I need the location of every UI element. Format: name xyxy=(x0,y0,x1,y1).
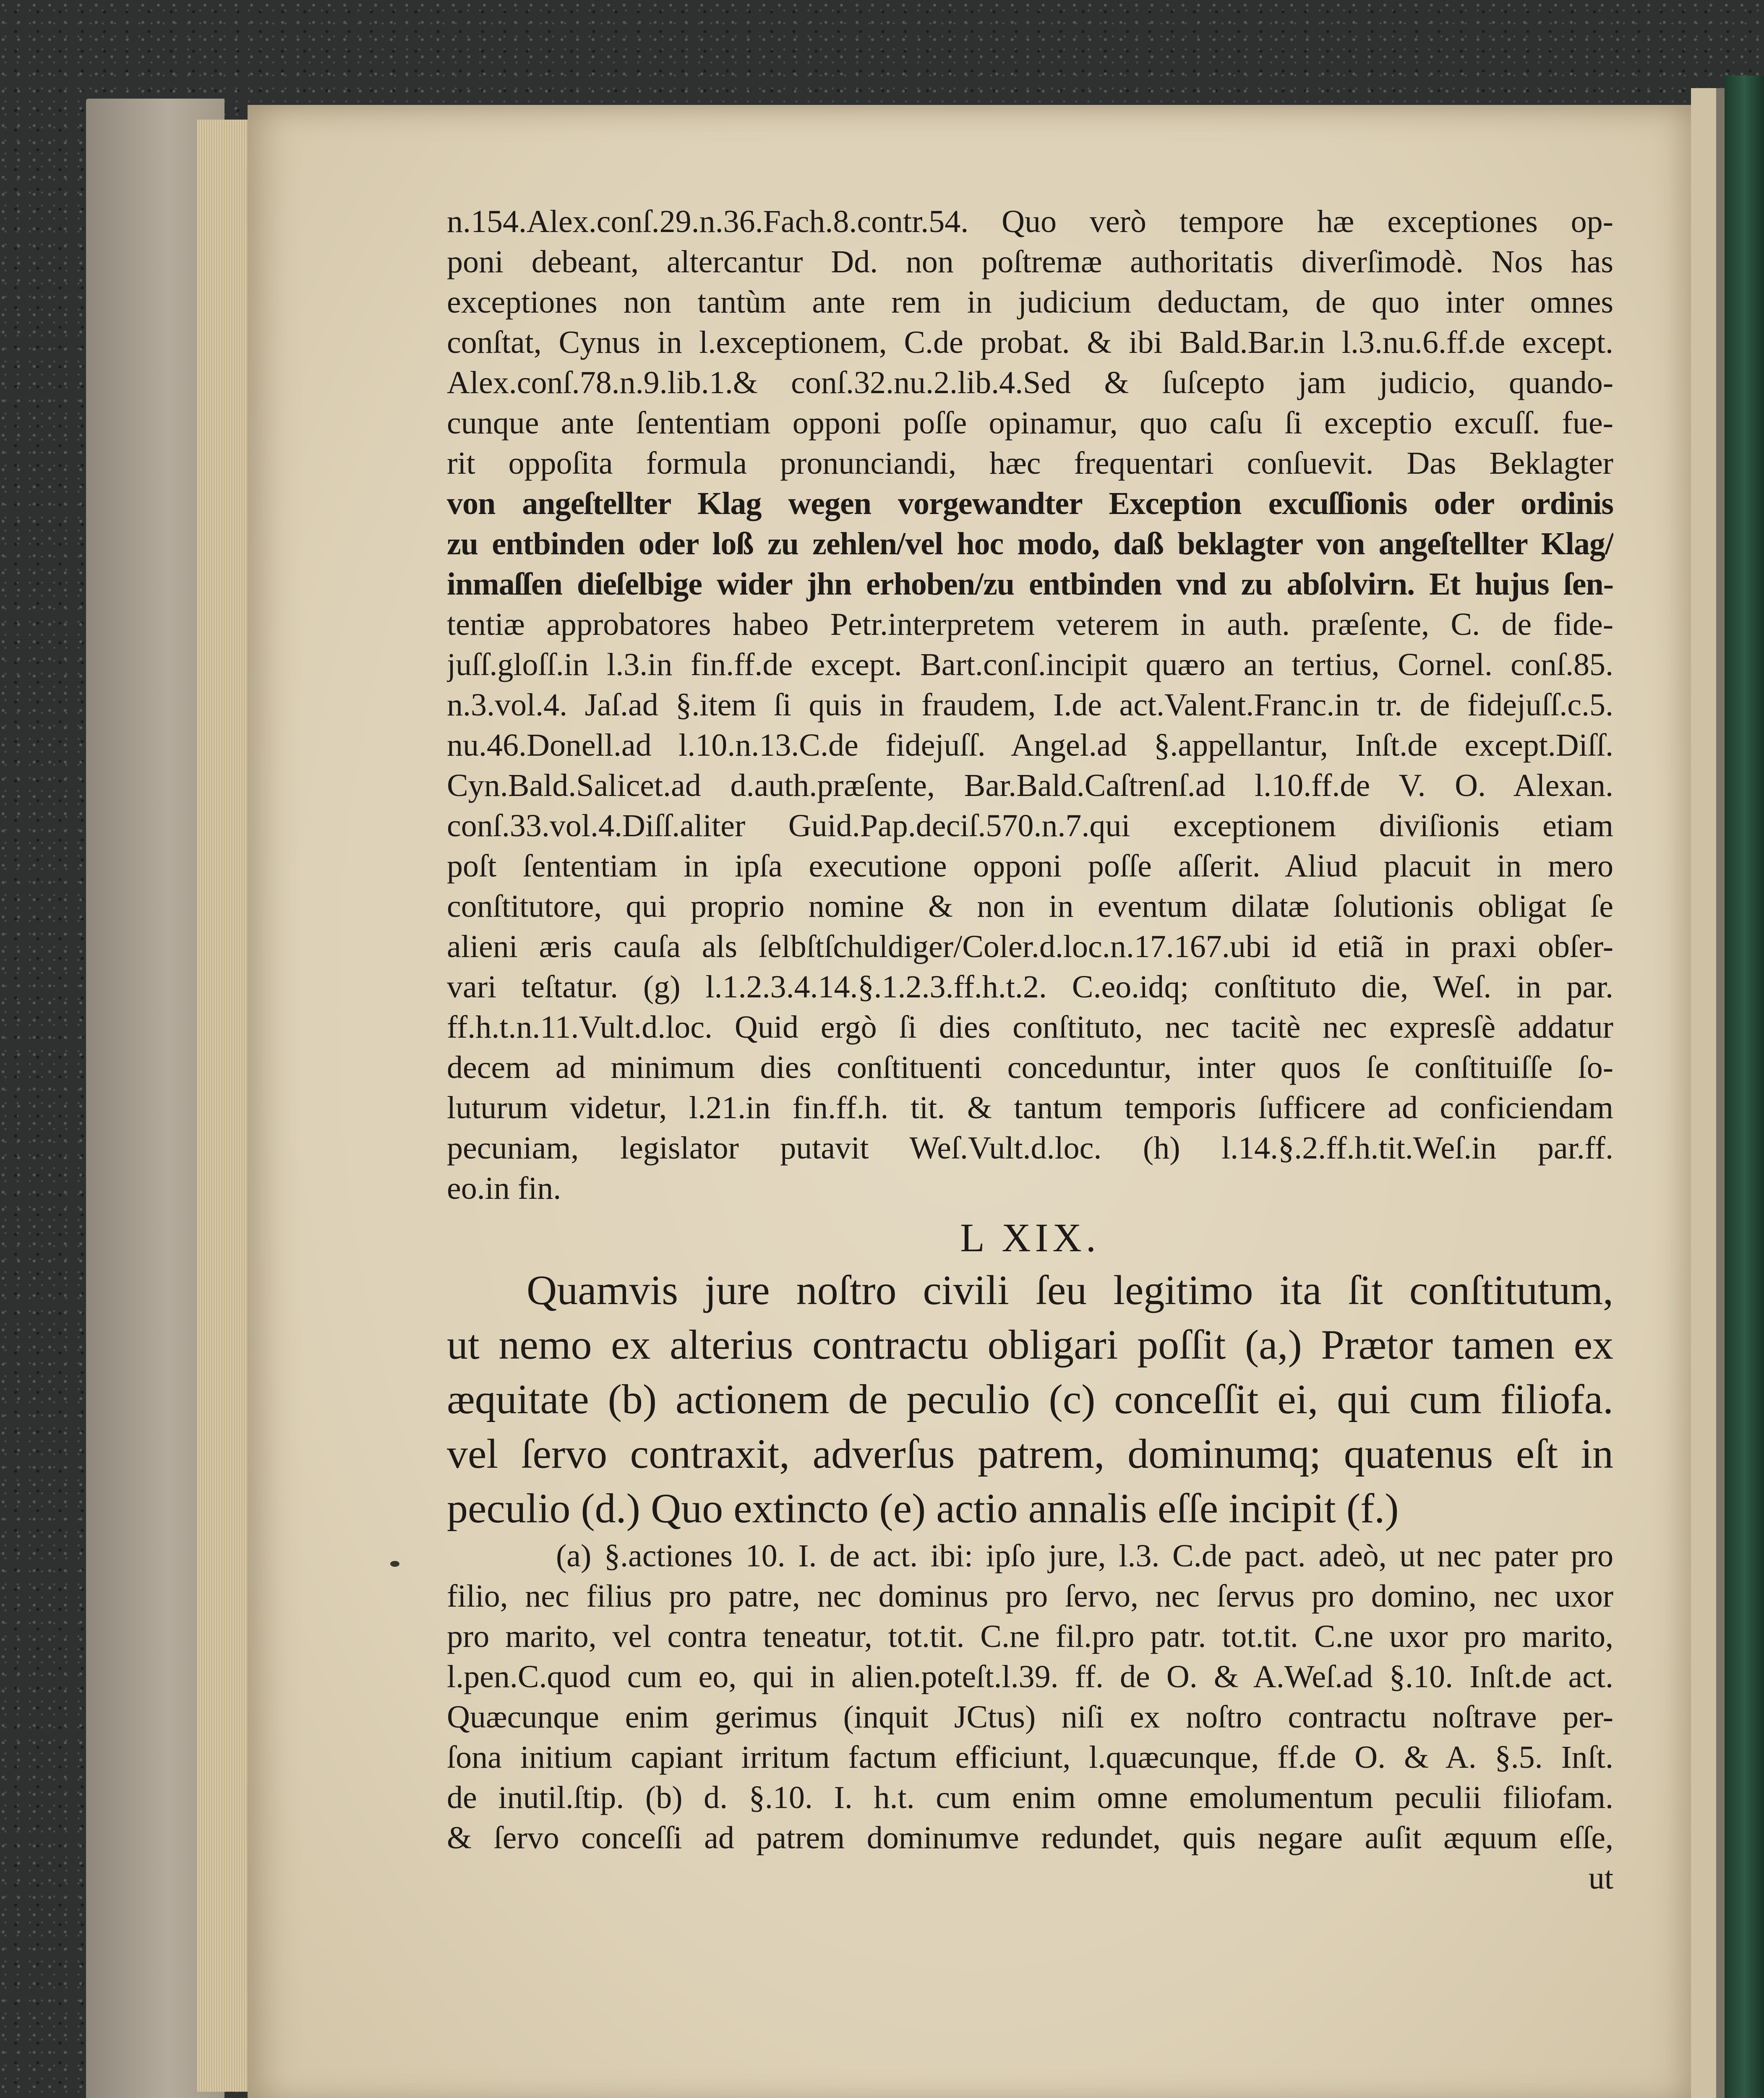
text-line: peculio (d.) Quo extincto (e) actio annalis eſſe incipit (f.) xyxy=(447,1485,1399,1532)
text-line: decem ad minimum dies conſtituenti conceduntur, inter quos ſe conſtituiſſe ſo- xyxy=(447,1050,1613,1085)
main-text xyxy=(447,1263,1613,1536)
text-line: ut nemo ex alterius contractu obligari poſſit (a,) Prætor tamen ex xyxy=(447,1321,1613,1368)
text-line: luturum videtur, l.21.in fin.ff.h. tit. & tantum temporis ſufficere ad conficiendam xyxy=(447,1090,1613,1125)
text-line: rit oppoſita formula pronunciandi, hæc frequentari conſuevit. Das Beklagter xyxy=(447,446,1613,481)
text-line: vari teſtatur. (g) l.1.2.3.4.14.§.1.2.3.ff.h.t.2. C.eo.idq; conſtituto die, Weſ. in par. xyxy=(447,969,1613,1005)
text-line: juſſ.gloſſ.in l.3.in fin.ff.de except. Bart.conſ.incipit quæro an tertius, Cornel. conſ.85. xyxy=(447,647,1613,682)
page-edges xyxy=(197,120,256,2092)
text-line: n.3.vol.4. Jaſ.ad §.item ſi quis in fraudem, I.de act.Valent.Franc.in tr. de fidejuſſ.c.5. xyxy=(447,687,1613,723)
text-line: alieni æris cauſa als ſelbſtſchuldiger/Coler.d.loc.n.17.167.ubi id etiã in praxi obſer- xyxy=(447,929,1613,964)
text-line: tentiæ approbatores habeo Petr.interpretem veterem in auth. præſente, C. de fide- xyxy=(447,607,1613,642)
text-line: conſtat, Cynus in l.exceptionem, C.de probat. & ibi Bald.Bar.in l.3.nu.6.ff.de except. xyxy=(447,325,1613,360)
text-line: ſona initium capiant irritum factum efficiunt, l.quæcunque, ff.de O. & A. §.5. Inſt. xyxy=(447,1740,1613,1775)
text-line: conſtitutore, qui proprio nomine & non in eventum dilatæ ſolutionis obligat ſe xyxy=(447,889,1613,924)
text-line: eo.in fin. xyxy=(447,1171,561,1206)
book-spine-cloth xyxy=(1725,76,1764,2098)
text-line: conſ.33.vol.4.Diſſ.aliter Guid.Pap.deciſ.570.n.7.qui exceptionem diviſionis etiam xyxy=(447,808,1613,843)
notes-text xyxy=(447,1536,1613,1858)
text-line: nu.46.Donell.ad l.10.n.13.C.de fidejuſſ. Angel.ad §.appellantur, Inſt.de except.Diſſ. xyxy=(447,728,1613,763)
text-line: zu entbinden oder loß zu zehlen/vel hoc modo, daß beklagter von angeſtellter Klag/ xyxy=(447,526,1613,561)
text-line: von angeſtellter Klag wegen vorgewandter Exception excuſſionis oder ordinis xyxy=(447,486,1613,521)
text-line: & ſervo conceſſi ad patrem dominumve redundet, quis negare auſit æquum eſſe, xyxy=(447,1820,1613,1855)
text-line: vel ſervo contraxit, adverſus patrem, dominumq; quatenus eſt in xyxy=(447,1430,1613,1477)
catchword: ut xyxy=(1588,1861,1613,1896)
text-line: Quamvis jure noſtro civili ſeu legitimo ita ſit conſtitutum, xyxy=(527,1267,1613,1313)
page-text xyxy=(447,201,1613,1898)
text-line: inmaſſen dieſelbige wider jhn erhoben/zu entbinden vnd zu abſolvirn. Et hujus ſen- xyxy=(447,566,1613,602)
text-line: Alex.conſ.78.n.9.lib.1.& conſ.32.nu.2.lib.4.Sed & ſuſcepto jam judicio, quando- xyxy=(447,365,1613,400)
text-line: de inutil.ſtip. (b) d. §.10. I. h.t. cum enim omne emolumentum peculii filiofam. xyxy=(447,1780,1613,1815)
text-line: æquitate (b) actionem de peculio (c) conceſſit ei, qui cum filiofa. xyxy=(447,1376,1613,1422)
footnote-block xyxy=(447,201,1613,1208)
text-line: l.pen.C.quod cum eo, qui in alien.poteſt.l.39. ff. de O. & A.Weſ.ad §.10. Inſt.de act. xyxy=(447,1659,1613,1694)
text-line: n.154.Alex.conſ.29.n.36.Fach.8.contr.54. Quo verò tempore hæ exceptiones op- xyxy=(447,204,1613,239)
text-line: poni debeant, altercantur Dd. non poſtremæ authoritatis diverſimodè. Nos has xyxy=(447,244,1613,279)
text-line: filio, nec filius pro patre, nec dominus pro ſervo, nec ſervus pro domino, nec uxor xyxy=(447,1579,1613,1614)
text-line: Cyn.Bald.Salicet.ad d.auth.præſente, Bar.Bald.Caſtrenſ.ad l.10.ff.de V. O. Alexan. xyxy=(447,768,1613,803)
text-line: pecuniam, legislator putavit Weſ.Vult.d.loc. (h) l.14.§.2.ff.h.tit.Weſ.in par.ff. xyxy=(447,1130,1613,1166)
text-line: poſt ſententiam in ipſa executione opponi poſſe aſſerit. Aliud placuit in mero xyxy=(447,848,1613,884)
text-line: (a) §.actiones 10. I. de act. ibi: ipſo jure, l.3. C.de pact. adeò, ut nec pater pro xyxy=(556,1538,1613,1574)
text-line: pro marito, vel contra teneatur, tot.tit. C.ne fil.pro patr. tot.tit. C.ne uxor pro marito, xyxy=(447,1619,1613,1654)
text-line: exceptiones non tantùm ante rem in judicium deductam, de quo inter omnes xyxy=(447,284,1613,320)
text-line: cunque ante ſententiam opponi poſſe opinamur, quo caſu ſi exceptio excuſſ. fue- xyxy=(447,405,1613,441)
section-heading: L XIX. xyxy=(960,1215,1100,1260)
ink-mark xyxy=(390,1561,399,1567)
text-line: Quæcunque enim gerimus (inquit JCtus) niſi ex noſtro contractu noſtrave per- xyxy=(447,1699,1613,1735)
text-line: ff.h.t.n.11.Vult.d.loc. Quid ergò ſi dies conſtituto, nec tacitè nec expresſè addatur xyxy=(447,1010,1613,1045)
